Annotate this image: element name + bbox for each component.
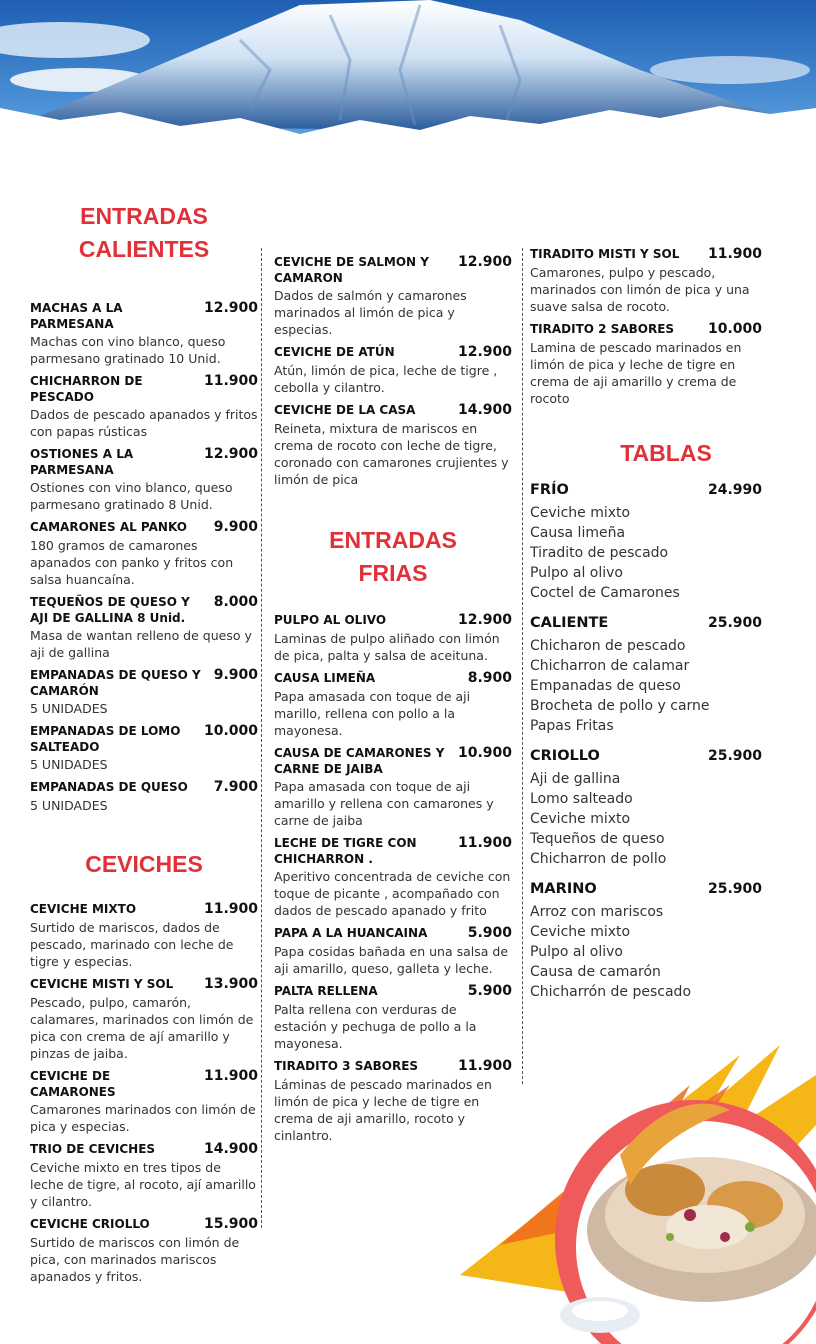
menu-item-description: Dados de pescado apanados y fritos con papas rústicas: [30, 407, 258, 439]
menu-item-price: 5.900: [467, 925, 512, 941]
section-title-entradas-calientes: ENTRADAS CALIENTES: [78, 203, 210, 262]
menu-item-price: 12.900: [457, 612, 512, 628]
menu-item-price: 13.900: [203, 976, 258, 992]
menu-item-ceviche-criollo: [30, 1216, 258, 1285]
menu-item-camarones-al-panko: [30, 519, 258, 588]
menu-item-price: 9.900: [213, 667, 258, 683]
menu-item-name: PALTA RELLENA: [274, 984, 378, 998]
column-left: [30, 200, 258, 1285]
menu-item-header: [274, 670, 512, 687]
menu-item-price: 11.900: [203, 1068, 258, 1084]
section-tiraditos: [530, 246, 762, 407]
tabla-line: Chicharron de calamar: [530, 658, 690, 674]
menu-item-header: [274, 612, 512, 629]
tabla-line: Chicharon de pescado: [530, 638, 686, 654]
menu-item-price: 7.900: [213, 779, 258, 795]
menu-item-name: EMPANADAS DE QUESO Y CAMARÓN: [30, 668, 201, 698]
menu-item-price: 25.900: [707, 748, 762, 764]
tabla-marino: [530, 881, 762, 1002]
menu-item-ceviche-mixto: [30, 901, 258, 970]
menu-item-description: Papa amasada con toque de aji amarillo y rellena con camarones y carne de jaiba: [274, 779, 494, 828]
menu-item-name: CEVICHE DE SALMON Y CAMARON: [274, 255, 429, 285]
menu-item-description: 5 UNIDADES: [30, 701, 108, 716]
menu-item-description: Papa cosidas bañada en una salsa de aji amarillo, queso, galleta y leche.: [274, 944, 509, 976]
menu-item-name: MARINO: [530, 881, 597, 897]
tabla-line: Ceviche mixto: [530, 505, 631, 521]
menu-item-header: [274, 254, 512, 286]
menu-item-description: Palta rellena con verduras de estación y pechuga de pollo a la mayonesa.: [274, 1002, 477, 1051]
menu-item-ceviche-de-la-casa: [274, 402, 512, 488]
tabla-line: Aji de gallina: [530, 771, 621, 787]
menu-item-header: [274, 745, 512, 777]
tabla-frio: [530, 482, 762, 603]
menu-item-header: [30, 1141, 258, 1158]
menu-item-header: [530, 321, 762, 338]
menu-item-header: [30, 901, 258, 918]
menu-item-empanadas-de-queso-y-camaron: [30, 667, 258, 717]
tabla-contents: [530, 503, 762, 603]
menu-item-description: Masa de wantan relleno de queso y aji de gallina: [30, 628, 252, 660]
menu-item-tiradito-misti-y-sol: [530, 246, 762, 315]
section-ceviches: [30, 848, 258, 1285]
menu-item-price: 10.000: [707, 321, 762, 337]
menu-item-header: [30, 300, 258, 332]
menu-item-description: 5 UNIDADES: [30, 798, 108, 813]
section-title-ceviches: CEVICHES: [85, 851, 203, 877]
menu-item-header: [530, 246, 762, 263]
menu-item-description: 5 UNIDADES: [30, 757, 108, 772]
menu-item-name: MACHAS A LA PARMESANA: [30, 301, 123, 331]
menu-item-header: [274, 983, 512, 1000]
menu-item-price: 12.900: [457, 254, 512, 270]
tabla-line: Tiradito de pescado: [530, 545, 669, 561]
menu-item-price: 10.900: [457, 745, 512, 761]
tabla-line: Pulpo al olivo: [530, 944, 623, 960]
menu-item-description: Pescado, pulpo, camarón, calamares, marinados con limón de pica con crema de ají amarillo y pinzas de jaiba.: [30, 995, 254, 1061]
menu-item-causa-de-camarones-y-carne-de-jaiba: [274, 745, 512, 829]
section-title-tablas: TABLAS: [620, 440, 712, 466]
menu-item-header: [530, 748, 762, 765]
menu-item-empanadas-de-queso: [30, 779, 258, 814]
tabla-line: Causa de camarón: [530, 964, 661, 980]
section-entradas-calientes: [30, 200, 258, 814]
tabla-line: Papas Fritas: [530, 718, 614, 734]
tabla-contents: [530, 902, 762, 1002]
menu-item-leche-de-tigre-con-chicharron: [274, 835, 512, 919]
tabla-line: Ceviche mixto: [530, 924, 631, 940]
tabla-caliente: [530, 615, 762, 736]
tabla-line: Brocheta de pollo y carne: [530, 698, 710, 714]
tabla-line: Chicharron de pollo: [530, 851, 667, 867]
menu-item-price: 11.900: [457, 835, 512, 851]
menu-item-description: Camarones, pulpo y pescado, marinados con limón de pica y una suave salsa de rocoto.: [530, 265, 750, 314]
menu-item-name: CEVICHE DE ATÚN: [274, 345, 395, 359]
menu-item-ceviche-de-salmon-y-camaron: [274, 254, 512, 338]
section-title-entradas-frias: ENTRADAS FRIAS: [329, 527, 457, 586]
menu-item-description: Dados de salmón y camarones marinados al limón de pica y especias.: [274, 288, 467, 337]
menu-item-name: TIRADITO 3 SABORES: [274, 1059, 419, 1073]
menu-item-description: Camarones marinados con limón de pica y especias.: [30, 1102, 256, 1134]
menu-item-papa-a-la-huancaina: [274, 925, 512, 977]
menu-item-name: CEVICHE CRIOLLO: [30, 1217, 150, 1231]
menu-item-price: 11.900: [707, 246, 762, 262]
column-middle: [274, 248, 512, 1144]
menu-item-header: [30, 667, 258, 699]
tabla-line: Ceviche mixto: [530, 811, 631, 827]
menu-item-price: 12.900: [457, 344, 512, 360]
menu-item-header: [30, 1216, 258, 1233]
column-divider: [522, 248, 523, 1084]
mountain-header-image: [0, 0, 816, 150]
menu-item-machas-a-la-parmesana: [30, 300, 258, 367]
tabla-criollo: [530, 748, 762, 869]
menu-item-name: OSTIONES A LA PARMESANA: [30, 447, 134, 477]
menu-item-name: CAUSA LIMEÑA: [274, 671, 376, 685]
menu-item-price: 8.900: [467, 670, 512, 686]
menu-item-price: 14.900: [203, 1141, 258, 1157]
menu-item-description: Aperitivo concentrada de ceviche con toque de picante , acompañado con dados de pescado apanado y frito: [274, 869, 511, 918]
menu-item-price: 25.900: [707, 881, 762, 897]
menu-item-description: Laminas de pulpo aliñado con limón de pica, palta y salsa de aceituna.: [274, 631, 500, 663]
menu-item-header: [30, 1068, 258, 1100]
column-divider: [261, 248, 262, 1228]
tabla-line: Causa limeña: [530, 525, 626, 541]
tabla-line: Coctel de Camarones: [530, 585, 680, 601]
tabla-line: Empanadas de queso: [530, 678, 681, 694]
menu-item-description: Ostiones con vino blanco, queso parmesano gratinado 8 Unid.: [30, 480, 233, 512]
menu-item-name: CEVICHE MIXTO: [30, 902, 137, 916]
menu-item-tequenos-de-queso-y-aji-de-gallina-8-unid: [30, 594, 258, 661]
menu-item-name: CALIENTE: [530, 615, 609, 631]
menu-item-price: 25.900: [707, 615, 762, 631]
menu-item-name: CEVICHE MISTI Y SOL: [30, 977, 174, 991]
menu-item-chicharron-de-pescado: [30, 373, 258, 440]
menu-item-header: [530, 482, 762, 499]
menu-item-ceviche-misti-y-sol: [30, 976, 258, 1062]
menu-item-description: Lamina de pescado marinados en limón de pica y leche de tigre en crema de aji amarillo y crema de rocoto: [530, 340, 742, 406]
menu-item-header: [274, 344, 512, 361]
menu-item-header: [30, 519, 258, 536]
menu-item-header: [30, 446, 258, 478]
menu-item-name: TIRADITO 2 SABORES: [530, 322, 675, 336]
tabla-line: Arroz con mariscos: [530, 904, 664, 920]
menu-item-name: CAUSA DE CAMARONES Y CARNE DE JAIBA: [274, 746, 445, 776]
menu-item-price: 5.900: [467, 983, 512, 999]
tabla-line: Tequeños de queso: [530, 831, 665, 847]
menu-item-name: TEQUEÑOS DE QUESO Y AJI DE GALLINA 8 Unid.: [30, 595, 190, 625]
section-ceviches-continued: [274, 254, 512, 488]
menu-item-name: LECHE DE TIGRE CON CHICHARRON .: [274, 836, 417, 866]
menu-item-name: FRÍO: [530, 482, 569, 498]
tabla-line: Lomo salteado: [530, 791, 633, 807]
menu-item-description: Ceviche mixto en tres tipos de leche de tigre, al rocoto, ají amarillo y cilantro.: [30, 1160, 256, 1209]
menu-item-empanadas-de-lomo-salteado: [30, 723, 258, 773]
menu-item-name: PAPA A LA HUANCAINA: [274, 926, 428, 940]
menu-item-price: 11.900: [457, 1058, 512, 1074]
column-right: [530, 240, 762, 1002]
menu-item-header: [274, 925, 512, 942]
menu-item-header: [530, 615, 762, 632]
menu-item-price: 9.900: [213, 519, 258, 535]
menu-item-price: 8.000: [213, 594, 258, 610]
menu-item-description: Reineta, mixtura de mariscos en crema de rocoto con leche de tigre, coronado con camarones crujientes y limón de pica: [274, 421, 509, 487]
menu-item-description: Láminas de pescado marinados en limón de pica y leche de tigre en crema de aji amarillo, rocoto y cinlantro.: [274, 1077, 492, 1143]
menu-item-name: CHICHARRON DE PESCADO: [30, 374, 143, 404]
tabla-contents: [530, 769, 762, 869]
menu-item-name: EMPANADAS DE LOMO SALTEADO: [30, 724, 181, 754]
tabla-contents: [530, 636, 762, 736]
menu-item-header: [30, 594, 258, 626]
menu-item-price: 10.000: [203, 723, 258, 739]
menu-item-pulpo-al-olivo: [274, 612, 512, 664]
ceviche-plate-image: [440, 1015, 816, 1344]
menu-item-description: Atún, limón de pica, leche de tigre , cebolla y cilantro.: [274, 363, 498, 395]
menu-item-price: 11.900: [203, 373, 258, 389]
menu-item-price: 24.990: [707, 482, 762, 498]
menu-item-name: TIRADITO MISTI Y SOL: [530, 247, 680, 261]
menu-item-header: [30, 723, 258, 755]
menu-item-description: Machas con vino blanco, queso parmesano gratinado 10 Unid.: [30, 334, 226, 366]
menu-item-description: 180 gramos de camarones apanados con panko y fritos con salsa huancaína.: [30, 538, 234, 587]
menu-item-causa-limena: [274, 670, 512, 739]
menu-item-name: CEVICHE DE CAMARONES: [30, 1069, 116, 1099]
menu-item-name: PULPO AL OLIVO: [274, 613, 387, 627]
menu-item-name: EMPANADAS DE QUESO: [30, 780, 188, 794]
menu-item-name: CRIOLLO: [530, 748, 600, 764]
menu-item-ostiones-a-la-parmesana: [30, 446, 258, 513]
menu-item-ceviche-de-atun: [274, 344, 512, 396]
menu-item-header: [30, 976, 258, 993]
menu-item-price: 15.900: [203, 1216, 258, 1232]
section-tablas: [530, 437, 762, 1002]
menu-item-price: 12.900: [203, 446, 258, 462]
menu-item-price: 11.900: [203, 901, 258, 917]
menu-item-description: Surtido de mariscos con limón de pica, con marinados mariscos apanados y fritos.: [30, 1235, 240, 1284]
menu-item-header: [274, 402, 512, 419]
menu-item-ceviche-de-camarones: [30, 1068, 258, 1135]
menu-item-header: [274, 835, 512, 867]
menu-item-name: TRIO DE CEVICHES: [30, 1142, 156, 1156]
menu-item-price: 14.900: [457, 402, 512, 418]
menu-item-name: CEVICHE DE LA CASA: [274, 403, 416, 417]
menu-item-header: [530, 881, 762, 898]
menu-item-description: Papa amasada con toque de aji marillo, rellena con pollo a la mayonesa.: [274, 689, 471, 738]
menu-item-price: 12.900: [203, 300, 258, 316]
menu-item-name: CAMARONES AL PANKO: [30, 520, 187, 534]
menu-item-tiradito-2-sabores: [530, 321, 762, 407]
tabla-line: Chicharrón de pescado: [530, 984, 692, 1000]
menu-item-header: [30, 779, 258, 796]
tabla-line: Pulpo al olivo: [530, 565, 623, 581]
menu-item-trio-de-ceviches: [30, 1141, 258, 1210]
menu-item-description: Surtido de mariscos, dados de pescado, marinado con leche de tigre y especias.: [30, 920, 234, 969]
menu-item-header: [30, 373, 258, 405]
